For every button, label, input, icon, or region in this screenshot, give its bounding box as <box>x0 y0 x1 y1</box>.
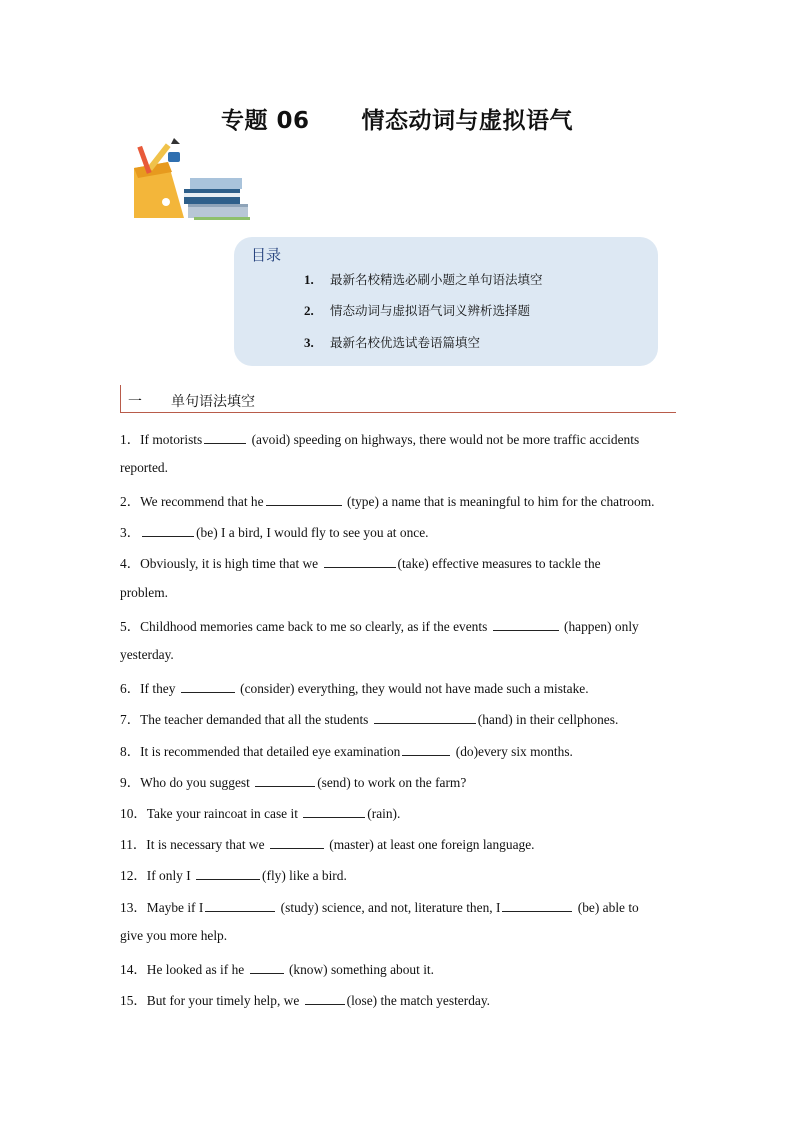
question-item: 1．If motorists (avoid) speeding on highways, there would not be more traffic accidents <box>120 432 640 447</box>
question-item: problem. <box>120 585 168 600</box>
table-of-contents <box>234 237 658 366</box>
answer-blank[interactable] <box>270 836 324 849</box>
question-item: 12．If only I (fly) like a bird. <box>120 868 347 883</box>
question-item: reported. <box>120 460 168 475</box>
answer-blank[interactable] <box>374 711 476 724</box>
topic-title: 情态动词与虚拟语气 <box>361 108 573 134</box>
question-item: 9．Who do you suggest (send) to work on the farm? <box>120 775 467 790</box>
question-item: 3． (be) I a bird, I would fly to see you at once. <box>120 525 429 540</box>
question-item: 2．We recommend that he (type) a name that is meaningful to him for the chatroom. <box>120 494 655 509</box>
question-item: 5．Childhood memories came back to me so clearly, as if the events (happen) only <box>120 619 639 634</box>
toc-item: 3. 最新名校优选试卷语篇填空 <box>304 335 481 350</box>
toc-item: 2. 情态动词与虚拟语气词义辨析选择题 <box>304 303 531 318</box>
answer-blank[interactable] <box>324 555 396 568</box>
answer-blank[interactable] <box>305 992 345 1005</box>
answer-blank[interactable] <box>205 899 275 912</box>
section-number: 一 <box>128 394 142 410</box>
answer-blank[interactable] <box>255 774 315 787</box>
answer-blank[interactable] <box>196 867 260 880</box>
question-item: 10．Take your raincoat in case it (rain). <box>120 806 401 821</box>
section-header <box>120 385 676 413</box>
question-item: 6．If they (consider) everything, they would not have made such a mistake. <box>120 681 589 696</box>
question-item: 15．But for your timely help, we (lose) the match yesterday. <box>120 993 491 1008</box>
section-title: 单句语法填空 <box>171 394 255 410</box>
question-item: 13．Maybe if I (study) science, and not, literature then, I (be) able to <box>120 900 639 915</box>
question-item: give you more help. <box>120 928 228 943</box>
toc-title: 目录 <box>251 246 282 264</box>
answer-blank[interactable] <box>142 524 194 537</box>
answer-blank[interactable] <box>266 493 342 506</box>
topic-label: 专题 06 <box>220 108 310 134</box>
pencil-books-icon <box>130 138 254 222</box>
answer-blank[interactable] <box>250 961 284 974</box>
page-title <box>0 102 794 135</box>
question-item: 4．Obviously, it is high time that we (take) effective measures to tackle the <box>120 556 601 571</box>
question-item: 7．The teacher demanded that all the students (hand) in their cellphones. <box>120 712 619 727</box>
answer-blank[interactable] <box>303 805 365 818</box>
question-item: 8．It is recommended that detailed eye examination (do)every six months. <box>120 744 573 759</box>
toc-item: 1. 最新名校精选必刷小题之单句语法填空 <box>304 272 543 287</box>
question-item: yesterday. <box>120 647 174 662</box>
answer-blank[interactable] <box>502 899 572 912</box>
question-item: 11．It is necessary that we (master) at least one foreign language. <box>120 837 535 852</box>
question-item: 14．He looked as if he (know) something about it. <box>120 962 434 977</box>
answer-blank[interactable] <box>181 680 235 693</box>
answer-blank[interactable] <box>493 618 559 631</box>
answer-blank[interactable] <box>402 743 450 756</box>
answer-blank[interactable] <box>204 431 246 444</box>
